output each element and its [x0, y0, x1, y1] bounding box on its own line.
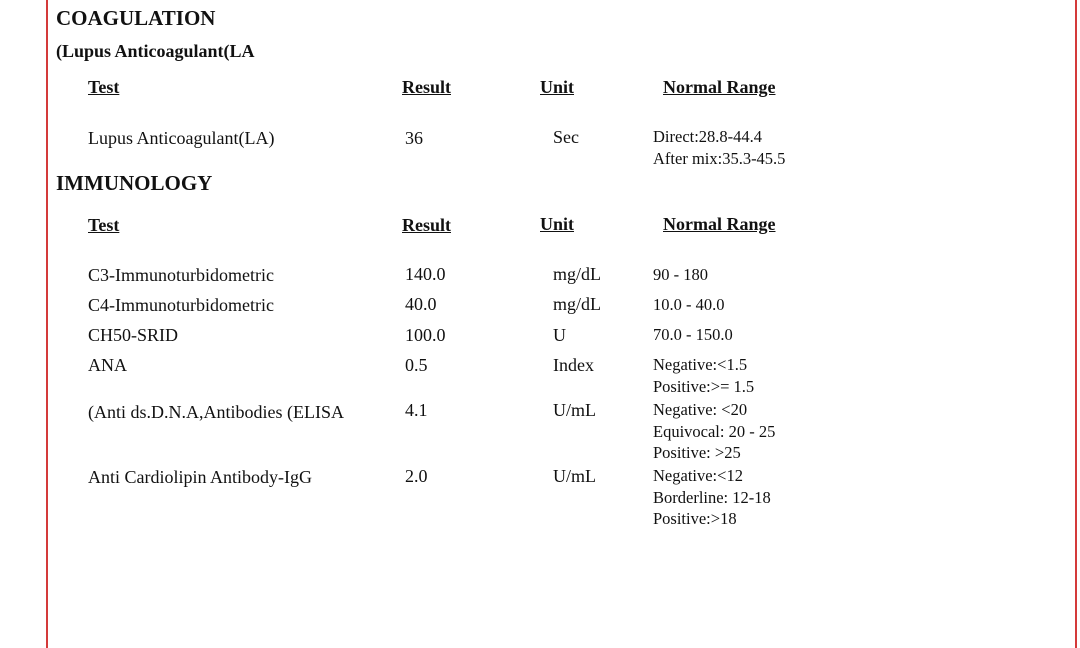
coag-header-result: Result — [402, 77, 451, 97]
coagulation-subtitle: (Lupus Anticoagulant(LA — [56, 41, 255, 61]
range-line: Borderline: 12-18 — [653, 487, 771, 507]
table-row-result: 4.1 — [405, 400, 428, 420]
range-line: After mix:35.3-45.5 — [653, 148, 786, 168]
table-row-test: Anti Cardiolipin Antibody-IgG — [88, 467, 312, 487]
immuno-header-unit: Unit — [540, 214, 575, 234]
table-row-range — [653, 465, 771, 530]
table-row-range — [653, 294, 725, 316]
range-line: Negative:<12 — [653, 466, 743, 485]
table-row-result: 140.0 — [405, 264, 446, 284]
table-row-test: ANA — [88, 355, 127, 375]
table-row-unit: U/mL — [553, 466, 596, 486]
table-row-unit: mg/dL — [553, 294, 601, 314]
table-row-unit: U/mL — [553, 400, 596, 420]
table-row-result: 2.0 — [405, 466, 428, 486]
range-line: 70.0 - 150.0 — [653, 325, 733, 344]
table-row-test: CH50-SRID — [88, 325, 179, 345]
table-row-result: 0.5 — [405, 355, 428, 375]
table-row-range — [653, 324, 733, 346]
coag-row-test: Lupus Anticoagulant(LA) — [88, 128, 275, 148]
coag-header-range: Normal Range — [663, 77, 776, 97]
immuno-header-test: Test — [88, 215, 120, 235]
immunology-section-title: IMMUNOLOGY — [56, 171, 213, 195]
range-line: Negative: <20 — [653, 400, 748, 419]
table-row-test: (Anti ds.D.N.A,Antibodies (ELISA — [88, 402, 344, 422]
range-line: Positive:>18 — [653, 509, 737, 528]
table-row-unit: Index — [553, 355, 594, 375]
page-border-left — [46, 0, 48, 648]
range-line: Positive: >25 — [653, 443, 741, 462]
range-line: Direct:28.8-44.4 — [653, 127, 763, 146]
table-row-range — [653, 399, 775, 464]
table-row-range — [653, 264, 708, 286]
coag-header-test: Test — [88, 77, 120, 97]
coag-row-result: 36 — [405, 128, 423, 148]
range-line: Equivocal: 20 - 25 — [653, 421, 776, 441]
range-line: Negative:<1.5 — [653, 355, 748, 374]
page-border-right — [1075, 0, 1077, 648]
immuno-header-result: Result — [402, 215, 451, 235]
table-row-test: C4-Immunoturbidometric — [88, 295, 274, 315]
immuno-header-range: Normal Range — [663, 214, 776, 234]
table-row-unit: U — [553, 325, 566, 345]
range-line: 90 - 180 — [653, 265, 708, 284]
coag-row-range — [653, 126, 785, 169]
table-row-result: 100.0 — [405, 325, 446, 345]
table-row-unit: mg/dL — [553, 264, 601, 284]
range-line: Positive:>= 1.5 — [653, 376, 755, 396]
table-row-range — [653, 354, 754, 397]
table-row-result: 40.0 — [405, 294, 437, 314]
coagulation-section-title: COAGULATION — [56, 6, 216, 30]
coag-row-unit: Sec — [553, 127, 579, 147]
coag-header-unit: Unit — [540, 77, 575, 97]
table-row-test: C3-Immunoturbidometric — [88, 265, 274, 285]
range-line: 10.0 - 40.0 — [653, 295, 725, 314]
